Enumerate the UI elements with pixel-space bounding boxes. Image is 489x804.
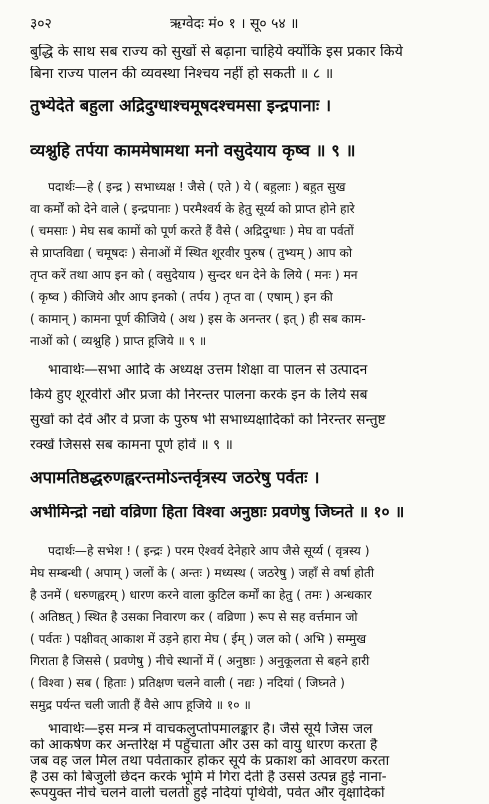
padartha-line: ( अतिष्ठत् ) स्थित है उसका निवारण कर ( वव्रिणा ) रूप से सह वर्त्तमान जो: [30, 610, 358, 624]
padartha-line: पदार्थः—हे ( इन्द्र ) सभाध्यक्ष ! जैसे ( एते ) ये ( बहुलाः ) बहुत सुख: [48, 180, 346, 194]
bhavartha-line: जब वह जल मिल तथा पर्वताकार होकर सूर्य के प्रकाश को आवरण करता: [30, 754, 390, 769]
bhavartha-line: को आकर्षण कर अन्तरिक्ष में पहुँचाता और उस को वायु धारण करता है: [30, 738, 378, 753]
padartha-line: मेघ सम्बन्धी ( अपाम् ) जलों के ( अन्तः ) मध्यस्थ ( जठरेषु ) जहाँ से वर्षा होती: [30, 566, 375, 580]
bhavartha-line: रूपयुक्त नीचे चलने वाली चलती हुई नदियां पृथिवी, पर्वत और वृक्षादिकों: [30, 786, 385, 801]
text-line: बुद्धि के साथ सब राज्य को सुखों से बढ़ाना चाहिये क्योंकि इस प्रकार किये: [30, 44, 403, 60]
padartha-line: है उनमें ( धरुणह्वरम् ) धारण करने वाला कुटिल कर्मों का हेतु ( तमः ) अन्धकार: [30, 588, 372, 602]
bhavartha-line: है उस को बिजुली छेदन करके भूमि में गिरा देती है उससे उत्पन्न हुई नाना-: [30, 770, 387, 785]
bhavartha-line: रक्खें जिससे सब कामना पूर्ण होवें ॥ ९ ॥: [30, 438, 233, 453]
page-header: [30, 14, 470, 36]
padartha-line: से प्राप्तविद्या ( चमूषदः ) सेनाओं में स्थित शूरवीर पुरुष ( तुभ्यम् ) आप को: [30, 246, 353, 260]
padartha-line: ( कृष्व ) कीजिये और आप इनको ( तर्पय ) तृप्त वा ( एषाम् ) इन की: [30, 290, 333, 304]
bhavartha-line: भावार्थः—इस मन्त्र में वाचकलुप्तोपमालङ्कार है। जैसे सूर्य जिस जल: [48, 722, 373, 737]
padartha-line: ( चमसाः ) मेघ सब कामों को पूर्ण करते हैं वैसे ( अद्रिदुग्धाः ) मेघ वा पर्वतों: [30, 224, 354, 238]
padartha-line: ( विश्वा ) सब ( हिताः ) प्रतिक्षण चलने वाली ( नद्यः ) नदियां ( जिघ्नते ): [30, 676, 345, 690]
running-head: ऋग्वेदः मं० १ । सू० ५४ ॥: [170, 16, 299, 32]
mantra-line: अपामतिष्ठद्धरुणह्वरन्तमोऽन्तर्वृत्रस्य जठरेषु पर्वतः ।: [30, 469, 320, 487]
bhavartha-line: सुखों को देवें और वे प्रजा के पुरुष भी सभाध्यक्षादिकों को निरन्तर सन्तुष्ट: [30, 413, 386, 428]
mantra-line: अभीमिन्द्रो नद्यो वव्रिणा हिता विश्वा अनुष्ठाः प्रवणेषु जिघ्नते ॥ १० ॥: [30, 504, 405, 521]
mantra-line: तुभ्येदेते बहुला अद्रिदुग्धाश्चमूषदश्चमसा इन्द्रपानाः ।: [30, 97, 332, 115]
mantra-line: व्यश्नुहि तर्पया काममेषामथा मनो वसुदेयाय कृष्व ॥ ९ ॥: [30, 142, 356, 160]
page-number: ३०२: [30, 16, 52, 32]
padartha-line: गिराता है जिससे ( प्रवणेषु ) नीचे स्थानों में ( अनुष्ठाः ) अनुकूलता से बहने हारी: [30, 654, 370, 668]
padartha-line: पदार्थः—हे सभेश ! ( इन्द्रः ) परम ऐश्वर्य देनेहारे आप जैसे सूर्य्य ( वृत्रस्य ): [48, 544, 370, 558]
bhavartha-line: किये हुए शूरवीरों और प्रजा की निरन्तर पालना करके इन के लिये सब: [30, 388, 368, 403]
padartha-line: समुद्र पर्यन्त चली जाती हैं वैसे आप हूजिये ॥ १० ॥: [30, 698, 251, 712]
padartha-line: वा कर्मों को देने वाले ( इन्द्रपानाः ) परमैश्वर्य के हेतु सूर्य्य को प्राप्त होने हारे: [30, 202, 355, 216]
padartha-line: नाओं को ( व्यश्नुहि ) प्राप्त हूजिये ॥ ९ ॥: [30, 334, 207, 348]
bhavartha-line: भावार्थः—सभा आदि के अध्यक्ष उत्तम शिक्षा वा पालन से उत्पादन: [48, 363, 368, 378]
padartha-line: तृप्त करें तथा आप इन को ( वसुदेयाय ) सुन्दर धन देने के लिये ( मनः ) मन: [30, 268, 358, 282]
padartha-line: ( कामान् ) कामना पूर्ण कीजिये ( अथ ) इस के अनन्तर ( इत् ) ही सब काम-: [30, 312, 366, 326]
text-line: बिना राज्य पालन की व्यवस्था निश्चय नहीं हो सकती ॥ ८ ॥: [30, 66, 334, 82]
padartha-line: ( पर्वतः ) पक्षीवत् आकाश में उड़ने हारा मेघ ( ईम् ) जल को ( अभि ) सम्मुख: [30, 632, 367, 646]
